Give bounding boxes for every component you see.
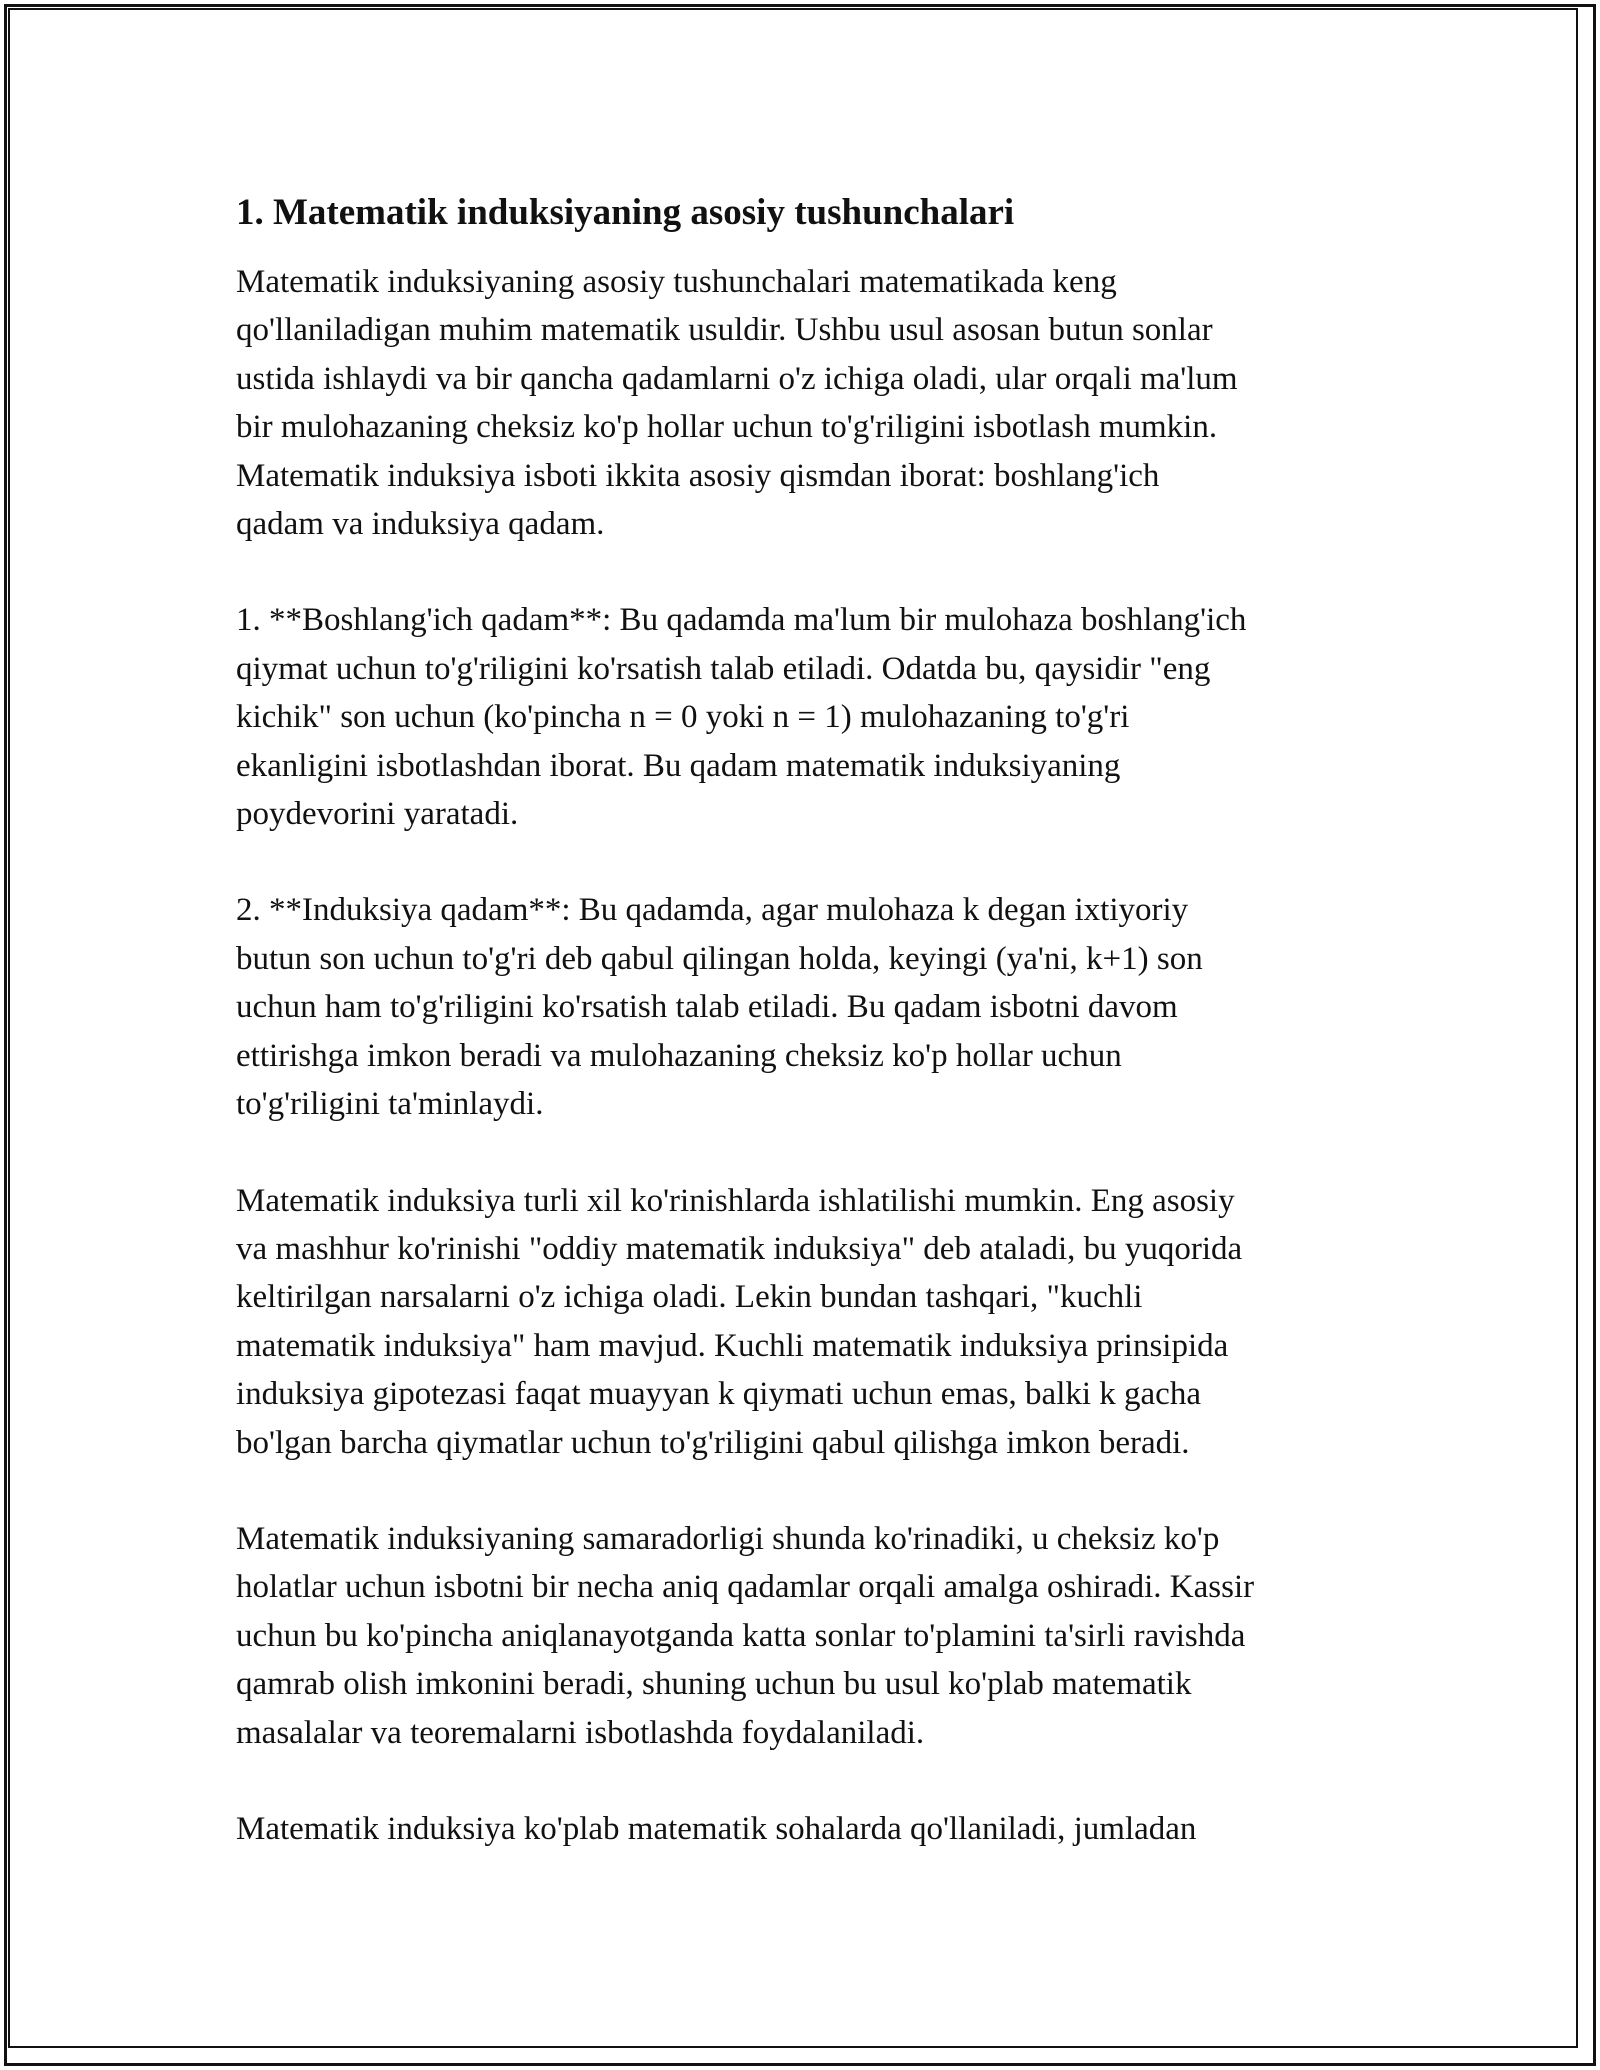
text-line: poydevorini yaratadi. (236, 796, 519, 833)
paragraph-intro (236, 258, 1376, 548)
text-line: va mashhur ko'rinishi "oddiy matematik induksiya" deb ataladi, bu yuqorida (236, 1230, 1243, 1267)
text-line: 1. **Boshlang'ich qadam**: Bu qadamda ma'lum bir mulohaza boshlang'ich (236, 602, 1247, 639)
text-line: bir mulohazaning cheksiz ko'p hollar uchun to'g'riligini isbotlash mumkin. (236, 409, 1218, 446)
text-line: Matematik induksiya ko'plab matematik sohalarda qo'llaniladi, jumladan (236, 1810, 1197, 1847)
text-line: qo'llaniladigan muhim matematik usuldir. Ushbu usul asosan butun sonlar (236, 312, 1213, 349)
text-line: Matematik induksiya isboti ikkita asosiy qismdan iborat: boshlang'ich (236, 457, 1160, 494)
text-line: uchun ham to'g'riligini ko'rsatish talab etiladi. Bu qadam isbotni davom (236, 989, 1178, 1026)
text-line: to'g'riligini ta'minlaydi. (236, 1086, 544, 1123)
text-line: kichik" son uchun (ko'pincha n = 0 yoki n = 1) mulohazaning to'g'ri (236, 699, 1130, 736)
text-line: ustida ishlaydi va bir qancha qadamlarni o'z ichiga oladi, ular orqali ma'lum (236, 360, 1238, 397)
text-line: Matematik induksiyaning samaradorligi shunda ko'rinadiki, u cheksiz ko'p (236, 1520, 1220, 1557)
text-line: masalalar va teoremalarni isbotlashda foydalaniladi. (236, 1714, 925, 1751)
text-line: uchun bu ko'pincha aniqlanayotganda katta sonlar to'plamini ta'sirli ravishda (236, 1617, 1246, 1654)
text-line: Matematik induksiya turli xil ko'rinishlarda ishlatilishi mumkin. Eng asosiy (236, 1182, 1235, 1219)
paragraph-variants (236, 1177, 1376, 1467)
text-line: 2. **Induksiya qadam**: Bu qadamda, agar mulohaza k degan ixtiyoriy (236, 892, 1189, 929)
text-line: ekanligini isbotlashdan iborat. Bu qadam matematik induksiyaning (236, 747, 1121, 784)
text-line: keltirilgan narsalarni o'z ichiga oladi. Lekin bundan tashqari, "kuchli (236, 1279, 1143, 1316)
text-line: holatlar uchun isbotni bir necha aniq qadamlar orqali amalga oshiradi. Kassir (236, 1569, 1255, 1606)
text-line: induksiya gipotezasi faqat muayyan k qiymati uchun emas, balki k gacha (236, 1376, 1201, 1413)
text-line: ettirishga imkon beradi va mulohazaning cheksiz ko'p hollar uchun (236, 1037, 1122, 1074)
text-line: Matematik induksiyaning asosiy tushunchalari matematikada keng (236, 264, 1117, 300)
text-line: bo'lgan barcha qiymatlar uchun to'g'riligini qabul qilishga imkon beradi. (236, 1424, 1190, 1461)
paragraph-applications (236, 1805, 1376, 1853)
text-line: matematik induksiya" ham mavjud. Kuchli matematik induksiya prinsipida (236, 1327, 1229, 1364)
text-line: qadam va induksiya qadam. (236, 506, 605, 543)
text-line: qiymat uchun to'g'riligini ko'rsatish talab etiladi. Odatda bu, qaysidir "eng (236, 650, 1211, 687)
paragraph-efficiency (236, 1515, 1376, 1757)
text-line: qamrab olish imkonini beradi, shuning uchun bu usul ko'plab matematik (236, 1666, 1192, 1703)
text-line: butun son uchun to'g'ri deb qabul qilingan holda, keyingi (ya'ni, k+1) son (236, 940, 1203, 977)
paragraph-induction-step (236, 886, 1376, 1128)
document-body (236, 188, 1376, 1901)
section-heading: 1. Matematik induksiyaning asosiy tushunchalari (236, 192, 1015, 233)
paragraph-base-step (236, 596, 1376, 838)
